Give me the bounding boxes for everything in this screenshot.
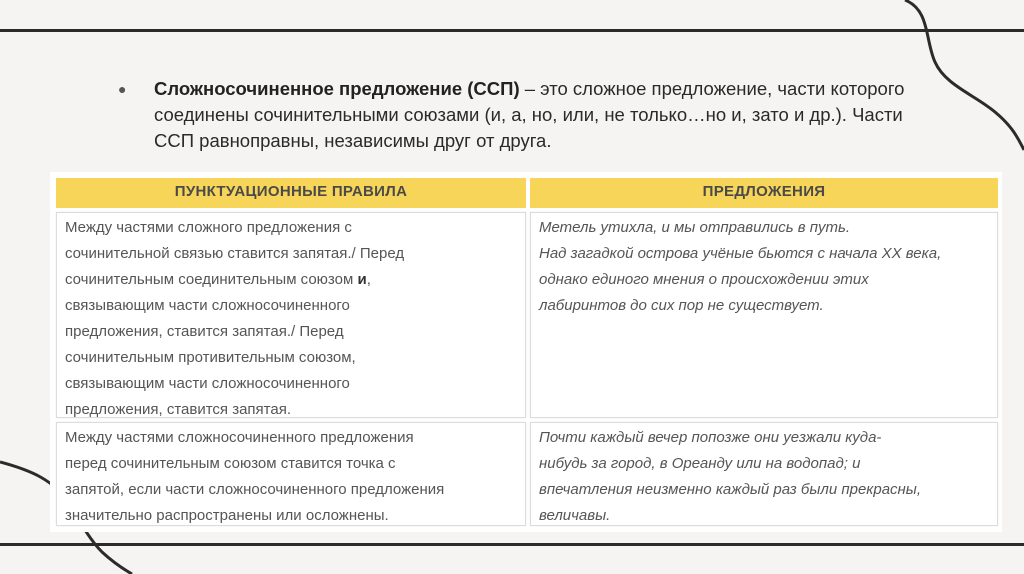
term: Сложносочиненное предложение (ССП)	[154, 78, 520, 99]
rule-line: запятой, если части сложносочиненного предложения	[65, 481, 445, 498]
example-line: впечатления неизменно каждый раз были прекрасны,	[539, 481, 922, 498]
example-line: лабиринтов до сих пор не существует.	[539, 297, 824, 314]
rule-line: связывающим части сложносочиненного	[65, 297, 350, 314]
row1-example-cell	[530, 212, 998, 418]
example-line: Над загадкой острова учёные бьются с начала XX века,	[539, 245, 942, 262]
rule-line	[65, 267, 517, 293]
punctuation-table	[50, 172, 1002, 532]
top-right-curve	[905, 0, 1024, 150]
rule-line: Между частями сложного предложения с	[65, 219, 352, 236]
row2-example-cell	[530, 422, 998, 526]
rule-line: Между частями сложносочиненного предложения	[65, 429, 414, 446]
row1-rule-cell	[56, 212, 526, 418]
rule-fragment: сочинительным соединительным союзом	[65, 271, 358, 288]
rule-line: предложения, ставится запятая./ Перед	[65, 323, 344, 340]
example-line: нибудь за город, в Ореанду или на водопад; и	[539, 455, 861, 472]
rule-line: сочинительным противительным союзом,	[65, 349, 356, 366]
definition: – это сложное предложение, части которого соединены сочинительными союзами (и, а, но, или, не только…но и, зато и др.). Части ССП равноправны, независимы друг от друга.	[154, 78, 905, 151]
rule-fragment: ,	[366, 271, 371, 288]
rule-line: связывающим части сложносочиненного	[65, 375, 350, 392]
header-sentences: ПРЕДЛОЖЕНИЯ	[530, 178, 998, 208]
rule-line: предложения, ставится запятая.	[65, 401, 292, 418]
bullet-dot-icon: ●	[118, 81, 127, 97]
example-line: величавы.	[539, 507, 611, 524]
rule-line: сочинительной связью ставится запятая./ Перед	[65, 245, 405, 262]
example-line: однако единого мнения о происхождении этих	[539, 271, 869, 288]
header-rules: ПУНКТУАЦИОННЫЕ ПРАВИЛА	[56, 178, 526, 208]
rule-line: значительно распространены или осложнены.	[65, 507, 389, 524]
example-line: Почти каждый вечер попозже они уезжали куда-	[539, 429, 882, 446]
conjunction-i: и	[357, 271, 367, 288]
example-line: Метель утихла, и мы отправились в путь.	[539, 219, 851, 236]
rule-line: перед сочинительным союзом ставится точка с	[65, 455, 396, 472]
row2-rule-cell	[56, 422, 526, 526]
definition-text	[154, 76, 914, 154]
